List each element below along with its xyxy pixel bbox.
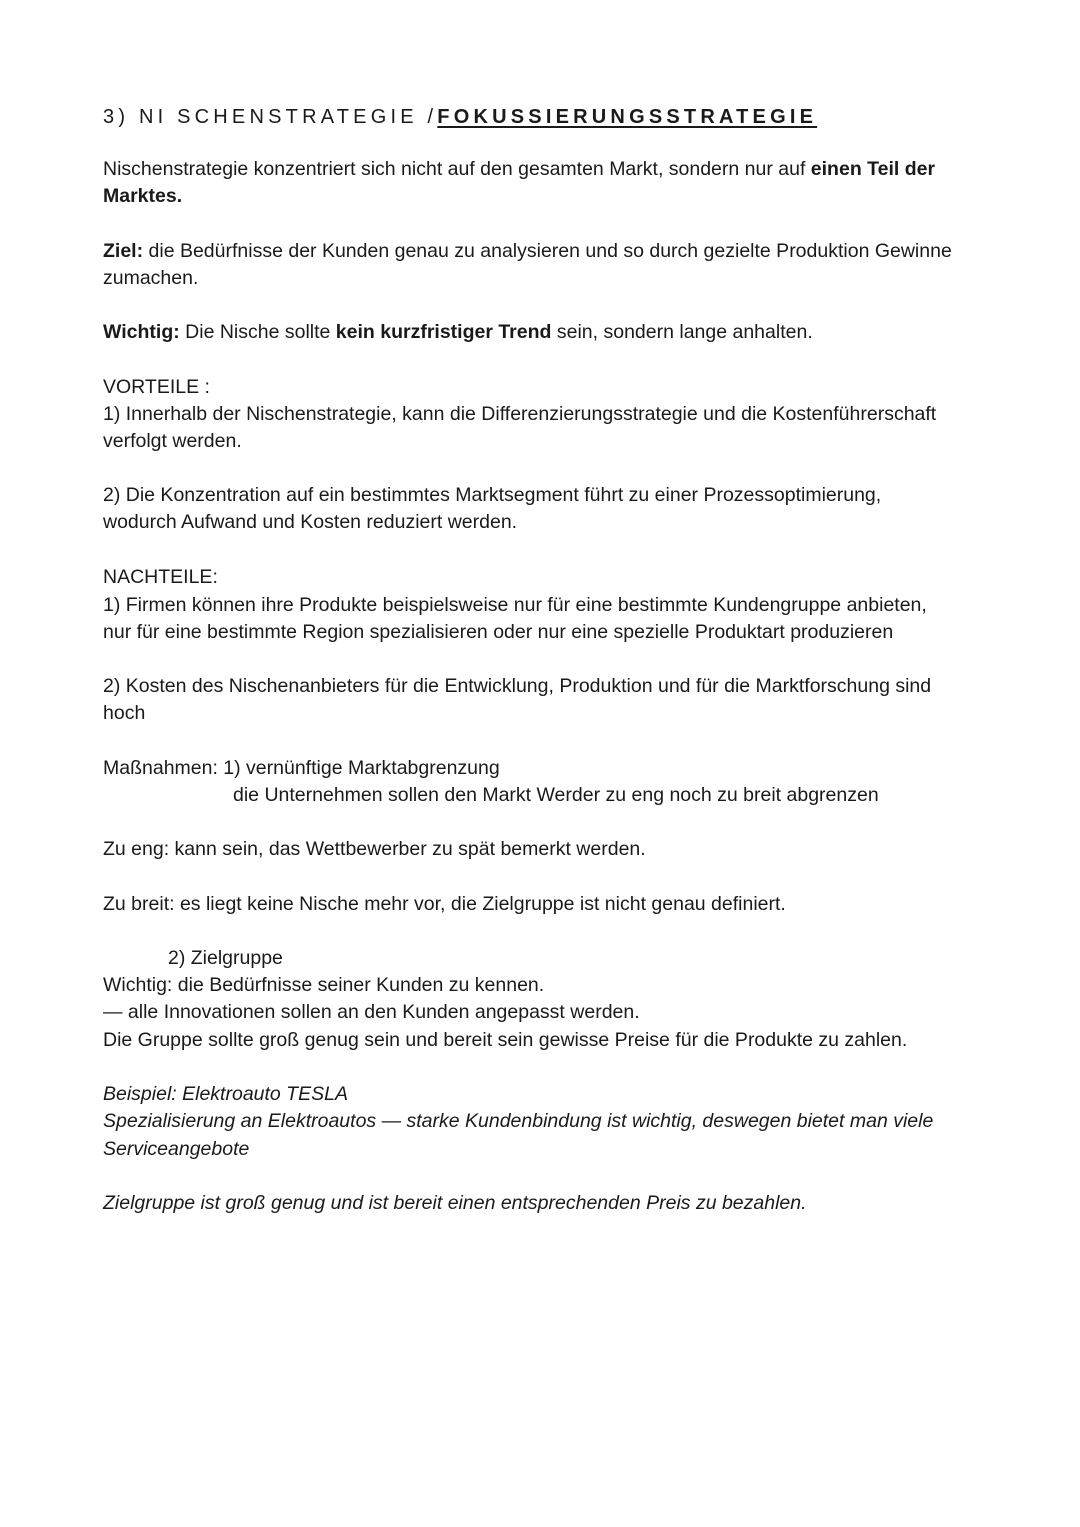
- beispiel-line-2: Spezialisierung an Elektroautos — starke Kundenbindung ist wichtig, deswegen bietet man viele: [103, 1110, 934, 1132]
- nachteile-item-1-line-1: 1) Firmen können ihre Produkte beispielsweise nur für eine bestimmte Kundengruppe anbieten,: [103, 594, 927, 616]
- zielgruppe-line-2: — alle Innovationen sollen an den Kunden angepasst werden.: [103, 1001, 640, 1023]
- page-title: [103, 104, 817, 131]
- intro-line-1: [103, 156, 935, 183]
- vorteile-item-1-line-1: 1) Innerhalb der Nischenstrategie, kann die Differenzierungsstrategie und die Kostenführerschaft: [103, 403, 937, 425]
- intro-line-2: [103, 183, 182, 210]
- intro-text: Nischenstrategie konzentriert sich nicht auf den gesamten Markt, sondern nur auf: [103, 158, 811, 180]
- ziel-line-2: zumachen.: [103, 267, 199, 289]
- intro-bold-2: Marktes.: [103, 185, 183, 207]
- vorteile-item-2-line-2: wodurch Aufwand und Kosten reduziert werden.: [103, 511, 518, 533]
- wichtig-bold: kein kurzfristiger Trend: [335, 321, 552, 343]
- zu-breit-line: Zu breit: es liegt keine Nische mehr vor, die Zielgruppe ist nicht genau definiert.: [103, 893, 786, 915]
- nachteile-item-2-line-2: hoch: [103, 702, 146, 724]
- beispiel-line-1: Beispiel: Elektroauto TESLA: [103, 1083, 348, 1105]
- ziel-text: die Bedürfnisse der Kunden genau zu analysieren und so durch gezielte Produktion Gewinne: [143, 240, 952, 262]
- wichtig-label: Wichtig:: [103, 321, 180, 343]
- title-part-1: 3) NI SCHENSTRATEGIE /: [103, 106, 438, 128]
- vorteile-heading: VORTEILE :: [103, 376, 210, 398]
- vorteile-item-1-line-2: verfolgt werden.: [103, 430, 242, 452]
- massnahmen-line-2: die Unternehmen sollen den Markt Werder zu eng noch zu breit abgrenzen: [233, 784, 879, 806]
- beispiel-line-4: Zielgruppe ist groß genug und ist bereit einen entsprechenden Preis zu bezahlen.: [103, 1192, 807, 1214]
- vorteile-item-2-line-1: 2) Die Konzentration auf ein bestimmtes Marktsegment führt zu einer Prozessoptimierung,: [103, 484, 882, 506]
- wichtig-text-b: sein, sondern lange anhalten.: [551, 321, 813, 343]
- zu-eng-line: Zu eng: kann sein, das Wettbewerber zu spät bemerkt werden.: [103, 838, 646, 860]
- intro-bold: einen Teil der: [810, 158, 936, 180]
- nachteile-item-1-line-2: nur für eine bestimmte Region spezialisieren oder nur eine spezielle Produktart produzieren: [103, 621, 894, 643]
- zielgruppe-heading: 2) Zielgruppe: [168, 947, 283, 969]
- nachteile-item-2-line-1: 2) Kosten des Nischenanbieters für die Entwicklung, Produktion und für die Marktforschung sind: [103, 675, 932, 697]
- beispiel-line-3: Serviceangebote: [103, 1138, 250, 1160]
- zielgruppe-line-3: Die Gruppe sollte groß genug sein und bereit sein gewisse Preise für die Produkte zu zahlen.: [103, 1029, 908, 1051]
- nachteile-heading: NACHTEILE:: [103, 566, 218, 588]
- ziel-line-1: [103, 238, 952, 265]
- zielgruppe-line-1: Wichtig: die Bedürfnisse seiner Kunden zu kennen.: [103, 974, 545, 996]
- wichtig-line: [103, 319, 813, 346]
- massnahmen-line-1: Maßnahmen: 1) vernünftige Marktabgrenzung: [103, 757, 500, 779]
- wichtig-text-a: Die Nische sollte: [179, 321, 336, 343]
- ziel-label: Ziel:: [103, 240, 144, 262]
- title-part-2: FOKUSSIERUNGSSTRATEGIE: [437, 106, 818, 128]
